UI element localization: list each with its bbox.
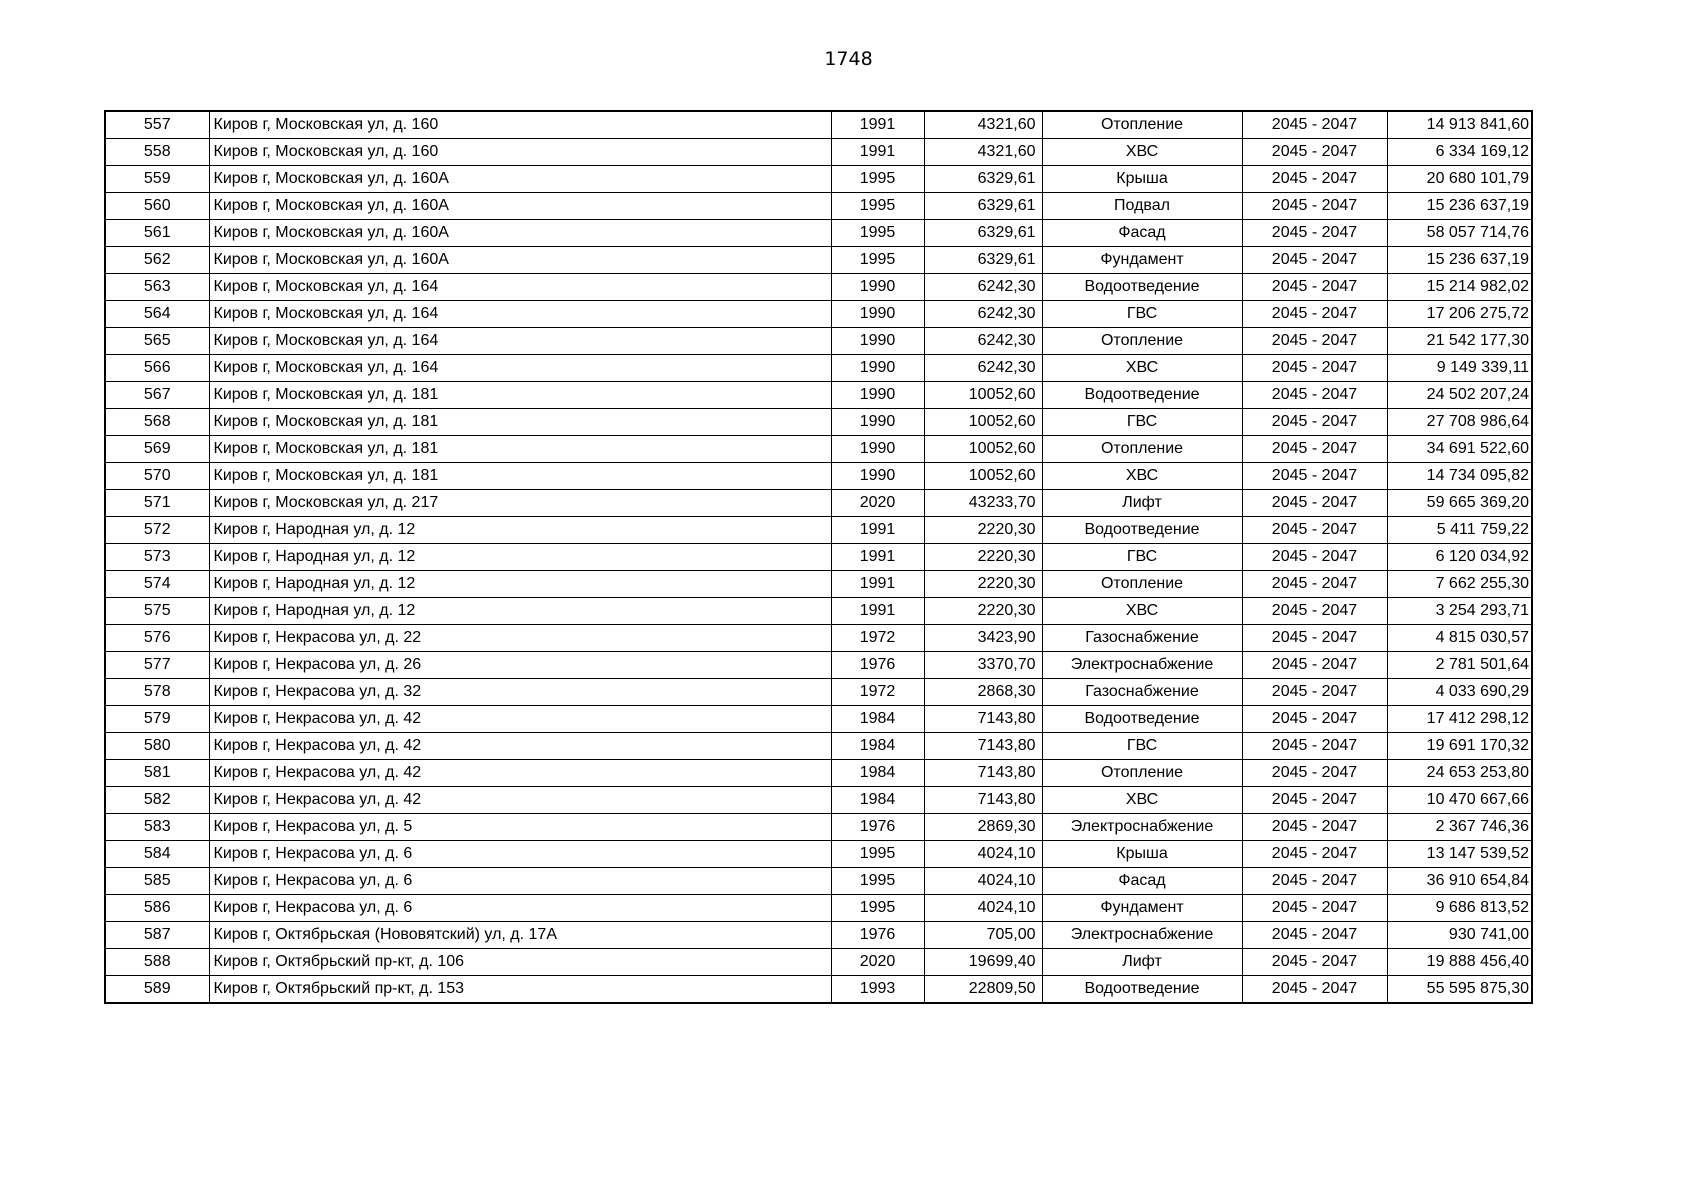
year-built-cell: 1995: [831, 247, 924, 274]
row-number-cell: 578: [105, 679, 209, 706]
address-cell: Киров г, Некрасова ул, д. 6: [209, 841, 831, 868]
table-row: [105, 274, 1532, 301]
area-cell: 19699,40: [924, 949, 1042, 976]
work-type-cell: ГВС: [1042, 409, 1242, 436]
year-built-cell: 1984: [831, 787, 924, 814]
year-built-cell: 1995: [831, 841, 924, 868]
row-number-cell: 586: [105, 895, 209, 922]
period-cell: 2045 - 2047: [1242, 463, 1387, 490]
row-number-cell: 584: [105, 841, 209, 868]
address-cell: Киров г, Октябрьский пр-кт, д. 106: [209, 949, 831, 976]
address-cell: Киров г, Московская ул, д. 164: [209, 355, 831, 382]
area-cell: 10052,60: [924, 409, 1042, 436]
period-cell: 2045 - 2047: [1242, 139, 1387, 166]
cost-cell: 19 888 456,40: [1387, 949, 1532, 976]
year-built-cell: 1995: [831, 220, 924, 247]
period-cell: 2045 - 2047: [1242, 517, 1387, 544]
period-cell: 2045 - 2047: [1242, 652, 1387, 679]
cost-cell: 24 653 253,80: [1387, 760, 1532, 787]
address-cell: Киров г, Московская ул, д. 164: [209, 274, 831, 301]
address-cell: Киров г, Некрасова ул, д. 6: [209, 895, 831, 922]
cost-cell: 15 214 982,02: [1387, 274, 1532, 301]
table-row: [105, 868, 1532, 895]
work-type-cell: ХВС: [1042, 463, 1242, 490]
cost-cell: 4 815 030,57: [1387, 625, 1532, 652]
table-row: [105, 841, 1532, 868]
area-cell: 4024,10: [924, 895, 1042, 922]
year-built-cell: 1990: [831, 328, 924, 355]
area-cell: 10052,60: [924, 463, 1042, 490]
cost-cell: 9 686 813,52: [1387, 895, 1532, 922]
year-built-cell: 1991: [831, 517, 924, 544]
work-type-cell: ХВС: [1042, 139, 1242, 166]
cost-cell: 3 254 293,71: [1387, 598, 1532, 625]
area-cell: 2868,30: [924, 679, 1042, 706]
table-row: [105, 922, 1532, 949]
area-cell: 3370,70: [924, 652, 1042, 679]
period-cell: 2045 - 2047: [1242, 382, 1387, 409]
period-cell: 2045 - 2047: [1242, 193, 1387, 220]
table-row: [105, 301, 1532, 328]
table-row: [105, 598, 1532, 625]
row-number-cell: 576: [105, 625, 209, 652]
area-cell: 43233,70: [924, 490, 1042, 517]
row-number-cell: 560: [105, 193, 209, 220]
work-type-cell: Крыша: [1042, 841, 1242, 868]
address-cell: Киров г, Некрасова ул, д. 42: [209, 706, 831, 733]
period-cell: 2045 - 2047: [1242, 706, 1387, 733]
work-type-cell: Водоотведение: [1042, 706, 1242, 733]
row-number-cell: 570: [105, 463, 209, 490]
year-built-cell: 1995: [831, 166, 924, 193]
area-cell: 2220,30: [924, 544, 1042, 571]
row-number-cell: 557: [105, 111, 209, 139]
period-cell: 2045 - 2047: [1242, 544, 1387, 571]
cost-cell: 10 470 667,66: [1387, 787, 1532, 814]
area-cell: 2220,30: [924, 598, 1042, 625]
table-row: [105, 409, 1532, 436]
row-number-cell: 580: [105, 733, 209, 760]
table-row: [105, 166, 1532, 193]
year-built-cell: 1995: [831, 868, 924, 895]
address-cell: Киров г, Некрасова ул, д. 5: [209, 814, 831, 841]
cost-cell: 21 542 177,30: [1387, 328, 1532, 355]
year-built-cell: 1990: [831, 274, 924, 301]
cost-cell: 15 236 637,19: [1387, 247, 1532, 274]
work-type-cell: ГВС: [1042, 544, 1242, 571]
address-cell: Киров г, Некрасова ул, д. 32: [209, 679, 831, 706]
address-cell: Киров г, Московская ул, д. 217: [209, 490, 831, 517]
work-type-cell: Газоснабжение: [1042, 679, 1242, 706]
page-number: 1748: [824, 48, 873, 70]
address-cell: Киров г, Московская ул, д. 160А: [209, 247, 831, 274]
address-cell: Киров г, Московская ул, д. 181: [209, 436, 831, 463]
address-cell: Киров г, Московская ул, д. 160: [209, 139, 831, 166]
address-cell: Киров г, Московская ул, д. 160А: [209, 193, 831, 220]
cost-cell: 55 595 875,30: [1387, 976, 1532, 1004]
row-number-cell: 567: [105, 382, 209, 409]
area-cell: 7143,80: [924, 787, 1042, 814]
cost-cell: 24 502 207,24: [1387, 382, 1532, 409]
table-row: [105, 625, 1532, 652]
area-cell: 705,00: [924, 922, 1042, 949]
year-built-cell: 1991: [831, 111, 924, 139]
table-row: [105, 193, 1532, 220]
address-cell: Киров г, Народная ул, д. 12: [209, 571, 831, 598]
period-cell: 2045 - 2047: [1242, 949, 1387, 976]
cost-cell: 9 149 339,11: [1387, 355, 1532, 382]
period-cell: 2045 - 2047: [1242, 598, 1387, 625]
table-row: [105, 463, 1532, 490]
year-built-cell: 1984: [831, 733, 924, 760]
year-built-cell: 1991: [831, 598, 924, 625]
period-cell: 2045 - 2047: [1242, 760, 1387, 787]
table-row: [105, 247, 1532, 274]
area-cell: 4024,10: [924, 868, 1042, 895]
table-row: [105, 706, 1532, 733]
row-number-cell: 569: [105, 436, 209, 463]
work-type-cell: Водоотведение: [1042, 517, 1242, 544]
work-type-cell: Фасад: [1042, 868, 1242, 895]
work-type-cell: ГВС: [1042, 301, 1242, 328]
row-number-cell: 561: [105, 220, 209, 247]
year-built-cell: 1991: [831, 139, 924, 166]
year-built-cell: 1990: [831, 301, 924, 328]
table-row: [105, 733, 1532, 760]
row-number-cell: 577: [105, 652, 209, 679]
work-type-cell: Фундамент: [1042, 247, 1242, 274]
table-row: [105, 139, 1532, 166]
table-row: [105, 679, 1532, 706]
year-built-cell: 1984: [831, 760, 924, 787]
address-cell: Киров г, Некрасова ул, д. 6: [209, 868, 831, 895]
period-cell: 2045 - 2047: [1242, 841, 1387, 868]
address-cell: Киров г, Народная ул, д. 12: [209, 544, 831, 571]
area-cell: 6329,61: [924, 193, 1042, 220]
year-built-cell: 1995: [831, 895, 924, 922]
address-cell: Киров г, Московская ул, д. 181: [209, 463, 831, 490]
cost-cell: 2 367 746,36: [1387, 814, 1532, 841]
row-number-cell: 558: [105, 139, 209, 166]
row-number-cell: 572: [105, 517, 209, 544]
area-cell: 4024,10: [924, 841, 1042, 868]
cost-cell: 2 781 501,64: [1387, 652, 1532, 679]
area-cell: 4321,60: [924, 139, 1042, 166]
work-type-cell: ХВС: [1042, 787, 1242, 814]
address-cell: Киров г, Московская ул, д. 181: [209, 382, 831, 409]
cost-cell: 58 057 714,76: [1387, 220, 1532, 247]
cost-cell: 6 120 034,92: [1387, 544, 1532, 571]
cost-cell: 27 708 986,64: [1387, 409, 1532, 436]
address-cell: Киров г, Московская ул, д. 181: [209, 409, 831, 436]
table-row: [105, 355, 1532, 382]
year-built-cell: 1990: [831, 382, 924, 409]
work-type-cell: Водоотведение: [1042, 976, 1242, 1004]
work-type-cell: Подвал: [1042, 193, 1242, 220]
work-type-cell: Водоотведение: [1042, 382, 1242, 409]
work-type-cell: Фасад: [1042, 220, 1242, 247]
row-number-cell: 566: [105, 355, 209, 382]
row-number-cell: 573: [105, 544, 209, 571]
work-type-cell: Лифт: [1042, 490, 1242, 517]
period-cell: 2045 - 2047: [1242, 409, 1387, 436]
table-row: [105, 787, 1532, 814]
area-cell: 6242,30: [924, 301, 1042, 328]
area-cell: 3423,90: [924, 625, 1042, 652]
cost-cell: 13 147 539,52: [1387, 841, 1532, 868]
address-cell: Киров г, Московская ул, д. 160А: [209, 220, 831, 247]
address-cell: Киров г, Октябрьская (Нововятский) ул, д. 17А: [209, 922, 831, 949]
address-cell: Киров г, Некрасова ул, д. 22: [209, 625, 831, 652]
table-row: [105, 220, 1532, 247]
row-number-cell: 574: [105, 571, 209, 598]
cost-cell: 19 691 170,32: [1387, 733, 1532, 760]
year-built-cell: 1976: [831, 652, 924, 679]
area-cell: 2220,30: [924, 571, 1042, 598]
work-type-cell: Электроснабжение: [1042, 814, 1242, 841]
table-row: [105, 382, 1532, 409]
year-built-cell: 1993: [831, 976, 924, 1004]
work-type-cell: Газоснабжение: [1042, 625, 1242, 652]
period-cell: 2045 - 2047: [1242, 787, 1387, 814]
period-cell: 2045 - 2047: [1242, 111, 1387, 139]
address-cell: Киров г, Некрасова ул, д. 42: [209, 760, 831, 787]
year-built-cell: 1990: [831, 463, 924, 490]
period-cell: 2045 - 2047: [1242, 328, 1387, 355]
year-built-cell: 1990: [831, 355, 924, 382]
year-built-cell: 2020: [831, 490, 924, 517]
cost-cell: 17 412 298,12: [1387, 706, 1532, 733]
table-body: [105, 111, 1532, 1003]
area-cell: 2869,30: [924, 814, 1042, 841]
period-cell: 2045 - 2047: [1242, 355, 1387, 382]
address-cell: Киров г, Московская ул, д. 164: [209, 301, 831, 328]
period-cell: 2045 - 2047: [1242, 814, 1387, 841]
work-type-cell: Крыша: [1042, 166, 1242, 193]
period-cell: 2045 - 2047: [1242, 625, 1387, 652]
cost-cell: 34 691 522,60: [1387, 436, 1532, 463]
year-built-cell: 1976: [831, 814, 924, 841]
row-number-cell: 568: [105, 409, 209, 436]
address-cell: Киров г, Народная ул, д. 12: [209, 598, 831, 625]
cost-cell: 930 741,00: [1387, 922, 1532, 949]
area-cell: 6329,61: [924, 247, 1042, 274]
table-row: [105, 652, 1532, 679]
row-number-cell: 581: [105, 760, 209, 787]
period-cell: 2045 - 2047: [1242, 166, 1387, 193]
row-number-cell: 565: [105, 328, 209, 355]
period-cell: 2045 - 2047: [1242, 220, 1387, 247]
period-cell: 2045 - 2047: [1242, 490, 1387, 517]
area-cell: 7143,80: [924, 706, 1042, 733]
table-row: [105, 111, 1532, 139]
period-cell: 2045 - 2047: [1242, 247, 1387, 274]
period-cell: 2045 - 2047: [1242, 301, 1387, 328]
cost-cell: 15 236 637,19: [1387, 193, 1532, 220]
row-number-cell: 564: [105, 301, 209, 328]
work-type-cell: Отопление: [1042, 436, 1242, 463]
table-row: [105, 895, 1532, 922]
work-type-cell: Отопление: [1042, 760, 1242, 787]
address-cell: Киров г, Некрасова ул, д. 42: [209, 733, 831, 760]
period-cell: 2045 - 2047: [1242, 868, 1387, 895]
row-number-cell: 585: [105, 868, 209, 895]
cost-cell: 36 910 654,84: [1387, 868, 1532, 895]
area-cell: 4321,60: [924, 111, 1042, 139]
work-type-cell: Лифт: [1042, 949, 1242, 976]
period-cell: 2045 - 2047: [1242, 733, 1387, 760]
table-row: [105, 328, 1532, 355]
row-number-cell: 589: [105, 976, 209, 1004]
year-built-cell: 1972: [831, 625, 924, 652]
year-built-cell: 1984: [831, 706, 924, 733]
area-cell: 6242,30: [924, 274, 1042, 301]
row-number-cell: 588: [105, 949, 209, 976]
work-type-cell: Фундамент: [1042, 895, 1242, 922]
address-cell: Киров г, Народная ул, д. 12: [209, 517, 831, 544]
address-cell: Киров г, Октябрьский пр-кт, д. 153: [209, 976, 831, 1004]
work-type-cell: ХВС: [1042, 598, 1242, 625]
row-number-cell: 563: [105, 274, 209, 301]
address-cell: Киров г, Московская ул, д. 160: [209, 111, 831, 139]
period-cell: 2045 - 2047: [1242, 274, 1387, 301]
area-cell: 6329,61: [924, 166, 1042, 193]
year-built-cell: 1972: [831, 679, 924, 706]
cost-cell: 7 662 255,30: [1387, 571, 1532, 598]
row-number-cell: 583: [105, 814, 209, 841]
area-cell: 6242,30: [924, 355, 1042, 382]
work-type-cell: ХВС: [1042, 355, 1242, 382]
year-built-cell: 1990: [831, 436, 924, 463]
area-cell: 10052,60: [924, 436, 1042, 463]
period-cell: 2045 - 2047: [1242, 922, 1387, 949]
table-row: [105, 436, 1532, 463]
row-number-cell: 562: [105, 247, 209, 274]
cost-cell: 6 334 169,12: [1387, 139, 1532, 166]
work-type-cell: Электроснабжение: [1042, 652, 1242, 679]
work-type-cell: Водоотведение: [1042, 274, 1242, 301]
year-built-cell: 1991: [831, 571, 924, 598]
area-cell: 10052,60: [924, 382, 1042, 409]
year-built-cell: 1995: [831, 193, 924, 220]
area-cell: 6242,30: [924, 328, 1042, 355]
row-number-cell: 575: [105, 598, 209, 625]
row-number-cell: 559: [105, 166, 209, 193]
area-cell: 22809,50: [924, 976, 1042, 1004]
period-cell: 2045 - 2047: [1242, 571, 1387, 598]
area-cell: 2220,30: [924, 517, 1042, 544]
area-cell: 6329,61: [924, 220, 1042, 247]
row-number-cell: 582: [105, 787, 209, 814]
repair-schedule-table: [104, 110, 1533, 1004]
table-row: [105, 760, 1532, 787]
row-number-cell: 579: [105, 706, 209, 733]
cost-cell: 14 734 095,82: [1387, 463, 1532, 490]
year-built-cell: 1991: [831, 544, 924, 571]
cost-cell: 59 665 369,20: [1387, 490, 1532, 517]
year-built-cell: 2020: [831, 949, 924, 976]
period-cell: 2045 - 2047: [1242, 436, 1387, 463]
table-row: [105, 949, 1532, 976]
area-cell: 7143,80: [924, 733, 1042, 760]
cost-cell: 5 411 759,22: [1387, 517, 1532, 544]
cost-cell: 4 033 690,29: [1387, 679, 1532, 706]
work-type-cell: Отопление: [1042, 328, 1242, 355]
table-row: [105, 571, 1532, 598]
work-type-cell: Электроснабжение: [1042, 922, 1242, 949]
address-cell: Киров г, Московская ул, д. 164: [209, 328, 831, 355]
cost-cell: 17 206 275,72: [1387, 301, 1532, 328]
work-type-cell: Отопление: [1042, 111, 1242, 139]
table-row: [105, 544, 1532, 571]
year-built-cell: 1976: [831, 922, 924, 949]
period-cell: 2045 - 2047: [1242, 976, 1387, 1004]
address-cell: Киров г, Некрасова ул, д. 42: [209, 787, 831, 814]
row-number-cell: 587: [105, 922, 209, 949]
table-row: [105, 976, 1532, 1004]
work-type-cell: Отопление: [1042, 571, 1242, 598]
cost-cell: 14 913 841,60: [1387, 111, 1532, 139]
address-cell: Киров г, Некрасова ул, д. 26: [209, 652, 831, 679]
table-row: [105, 517, 1532, 544]
area-cell: 7143,80: [924, 760, 1042, 787]
work-type-cell: ГВС: [1042, 733, 1242, 760]
period-cell: 2045 - 2047: [1242, 679, 1387, 706]
row-number-cell: 571: [105, 490, 209, 517]
table-row: [105, 814, 1532, 841]
address-cell: Киров г, Московская ул, д. 160А: [209, 166, 831, 193]
table-row: [105, 490, 1532, 517]
cost-cell: 20 680 101,79: [1387, 166, 1532, 193]
year-built-cell: 1990: [831, 409, 924, 436]
period-cell: 2045 - 2047: [1242, 895, 1387, 922]
